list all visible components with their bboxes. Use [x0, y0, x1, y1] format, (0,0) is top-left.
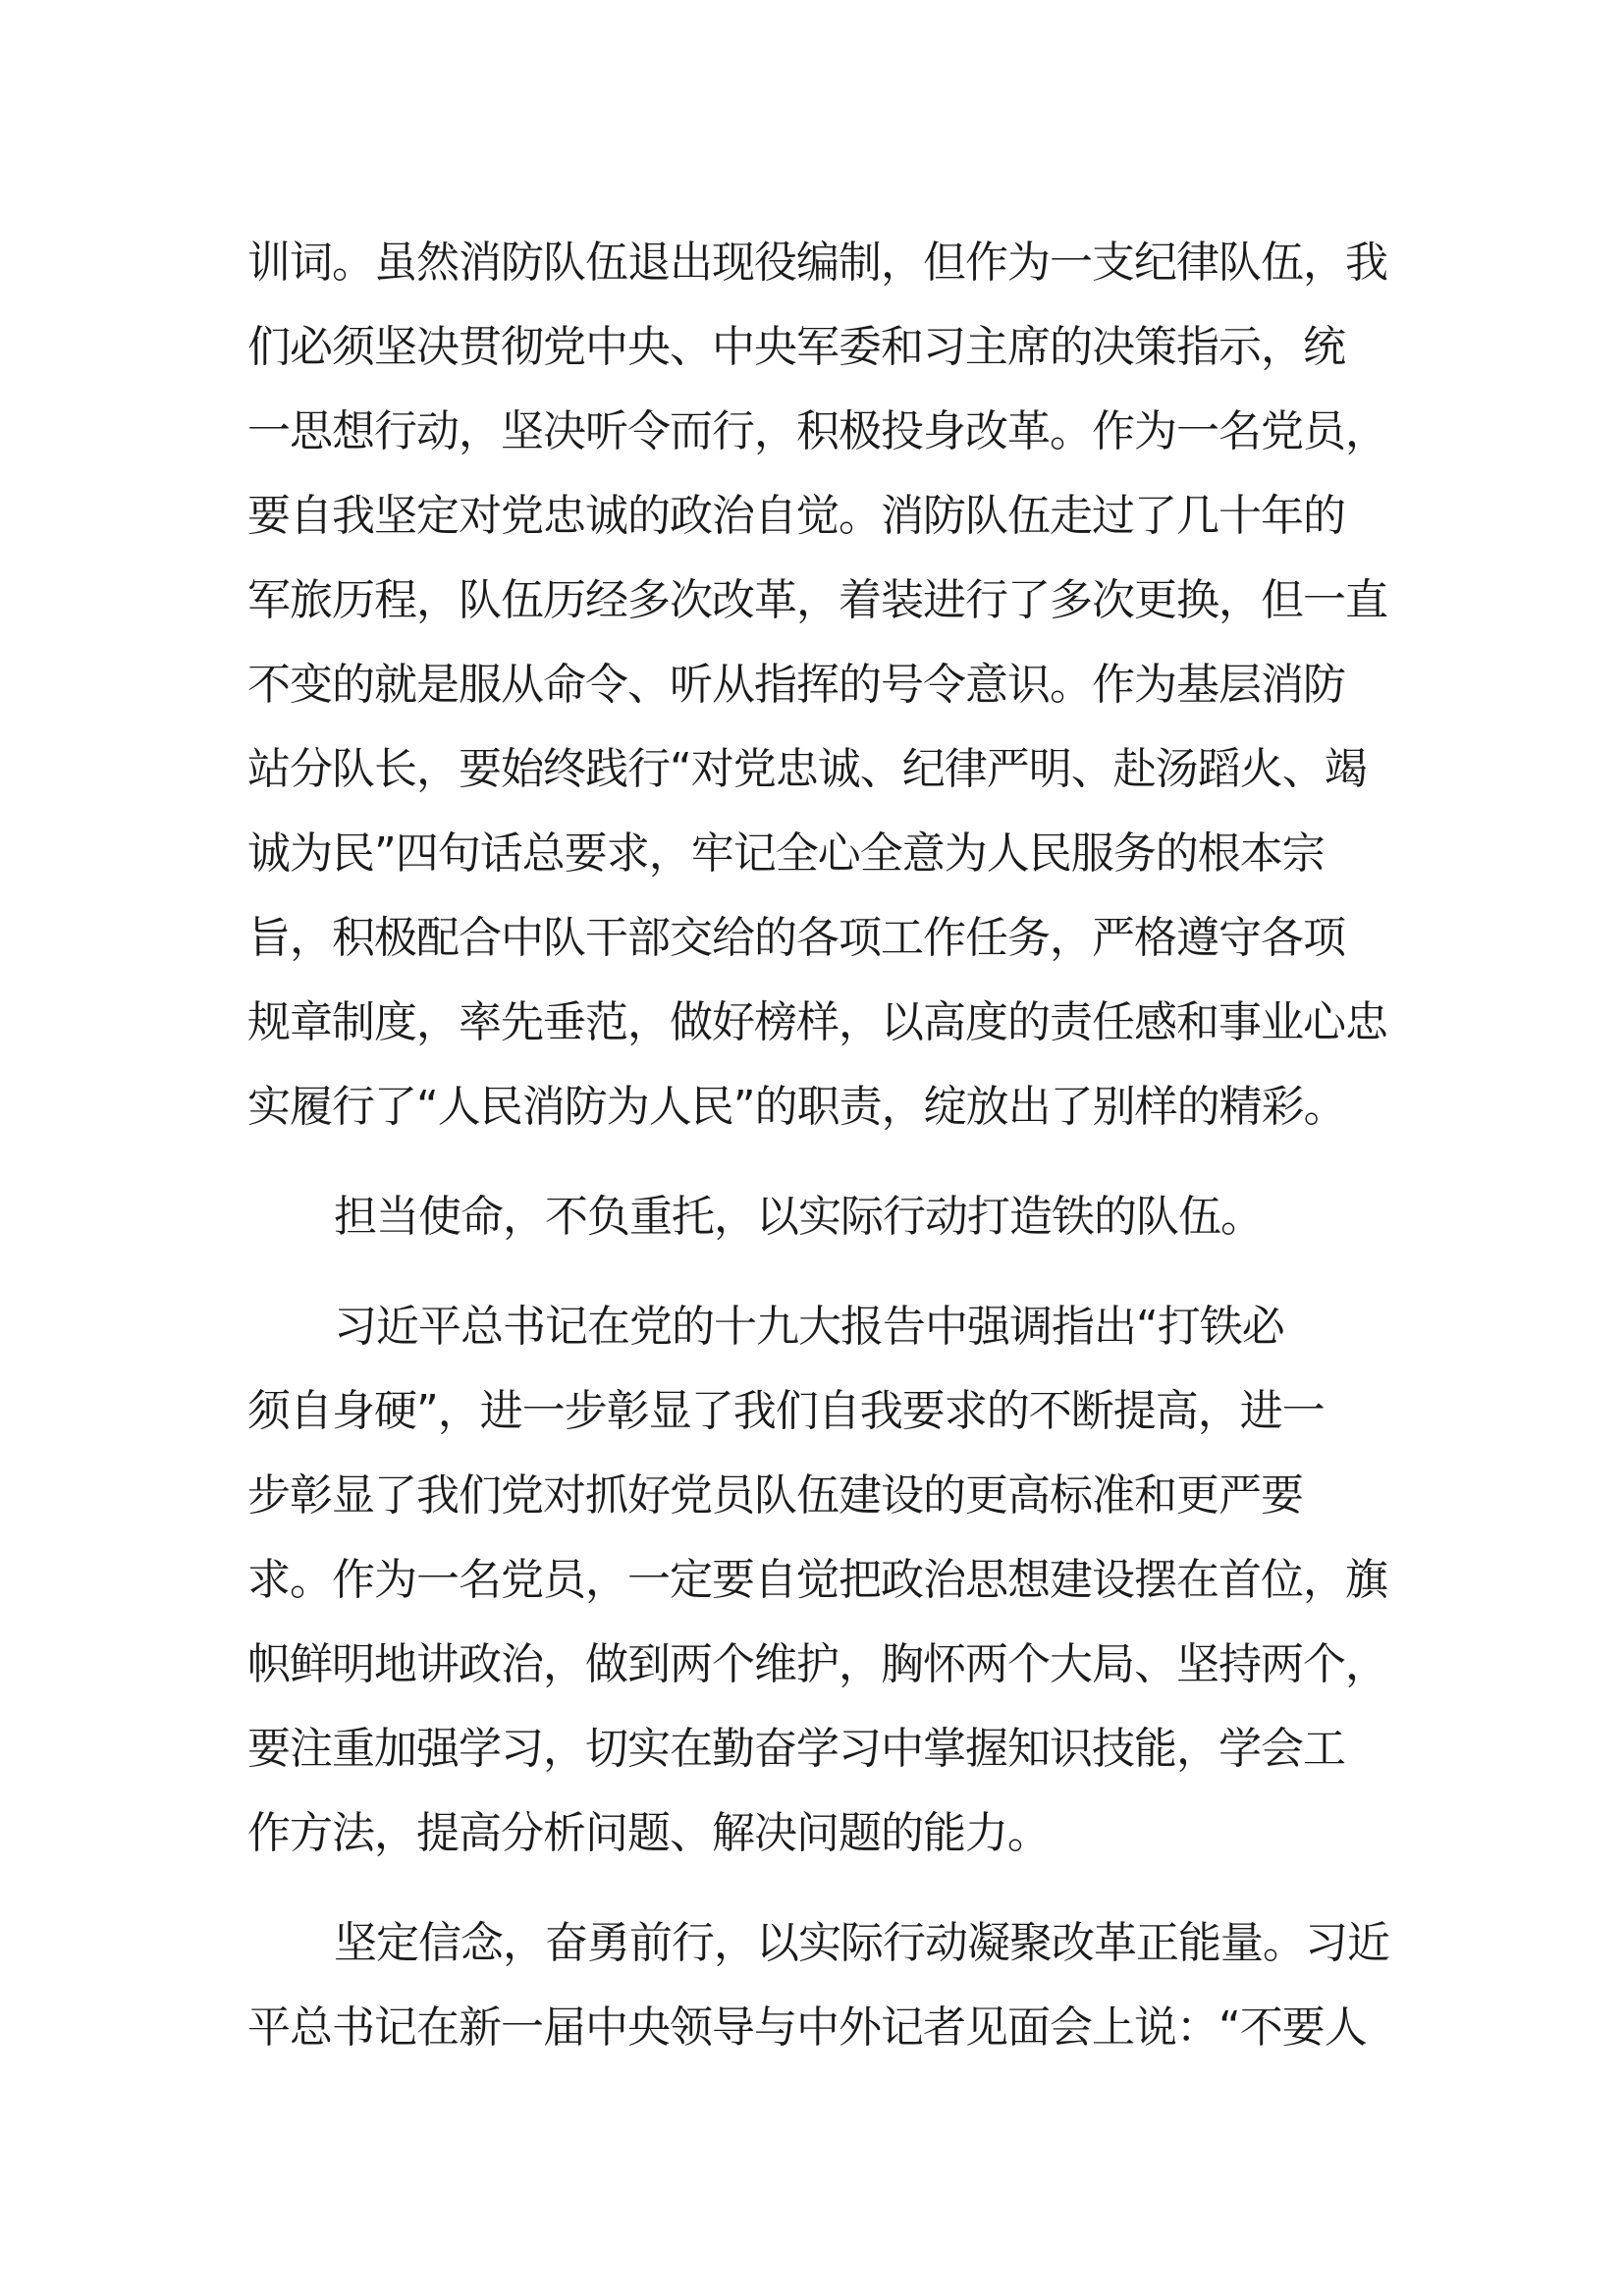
text-line: 规章制度，率先垂范，做好榜样，以高度的责任感和事业心忠: [247, 997, 1387, 1047]
text-line: 训词。虽然消防队伍退出现役编制，但作为一支纪律队伍，我: [247, 238, 1387, 288]
text-line: 们必须坚决贯彻党中央、中央军委和习主席的决策指示，统: [247, 322, 1345, 372]
text-line: 不变的就是服从命令、听从指挥的号令意识。作为基层消防: [247, 660, 1345, 710]
text-line: 诚为民”四句话总要求，牢记全心全意为人民服务的根本宗: [247, 828, 1325, 879]
text-line: 实履行了“人民消防为人民”的职责，绽放出了别样的精彩。: [247, 1082, 1346, 1132]
text-line: 要自我坚定对党忠诚的政治自觉。消防队伍走过了几十年的: [247, 491, 1345, 541]
text-line: 求。作为一名党员，一定要自觉把政治思想建设摆在首位，旗: [247, 1555, 1387, 1605]
text-line: 一思想行动，坚决听令而行，积极投身改革。作为一名党员，: [247, 406, 1387, 456]
text-line: 平总书记在新一届中央领导与中外记者见面会上说：“不要人: [247, 2002, 1367, 2053]
text-line: 作方法，提高分析问题、解决问题的能力。: [247, 1808, 1050, 1858]
text-line: 旨，积极配合中队干部交给的各项工作任务，严格遵守各项: [247, 913, 1345, 963]
text-line: 步彰显了我们党对抓好党员队伍建设的更高标准和更严要: [247, 1470, 1303, 1521]
text-line: 坚定信念，奋勇前行，以实际行动凝聚改革正能量。习近: [334, 1918, 1389, 1968]
text-line: 军旅历程，队伍历经多次改革，着装进行了多次更换，但一直: [247, 575, 1387, 625]
text-line: 须自身硬”，进一步彰显了我们自我要求的不断提高，进一: [247, 1386, 1325, 1436]
text-line: 帜鲜明地讲政治，做到两个维护，胸怀两个大局、坚持两个，: [247, 1639, 1387, 1689]
paragraph-heading: 担当使命，不负重托，以实际行动打造铁的队伍。: [334, 1192, 1263, 1242]
text-line: 站分队长，要始终践行“对党忠诚、纪律严明、赴汤蹈火、竭: [247, 744, 1367, 794]
text-line: 要注重加强学习，切实在勤奋学习中掌握知识技能，学会工: [247, 1724, 1345, 1774]
text-line: 习近平总书记在党的十九大报告中强调指出“打铁必: [334, 1302, 1284, 1352]
